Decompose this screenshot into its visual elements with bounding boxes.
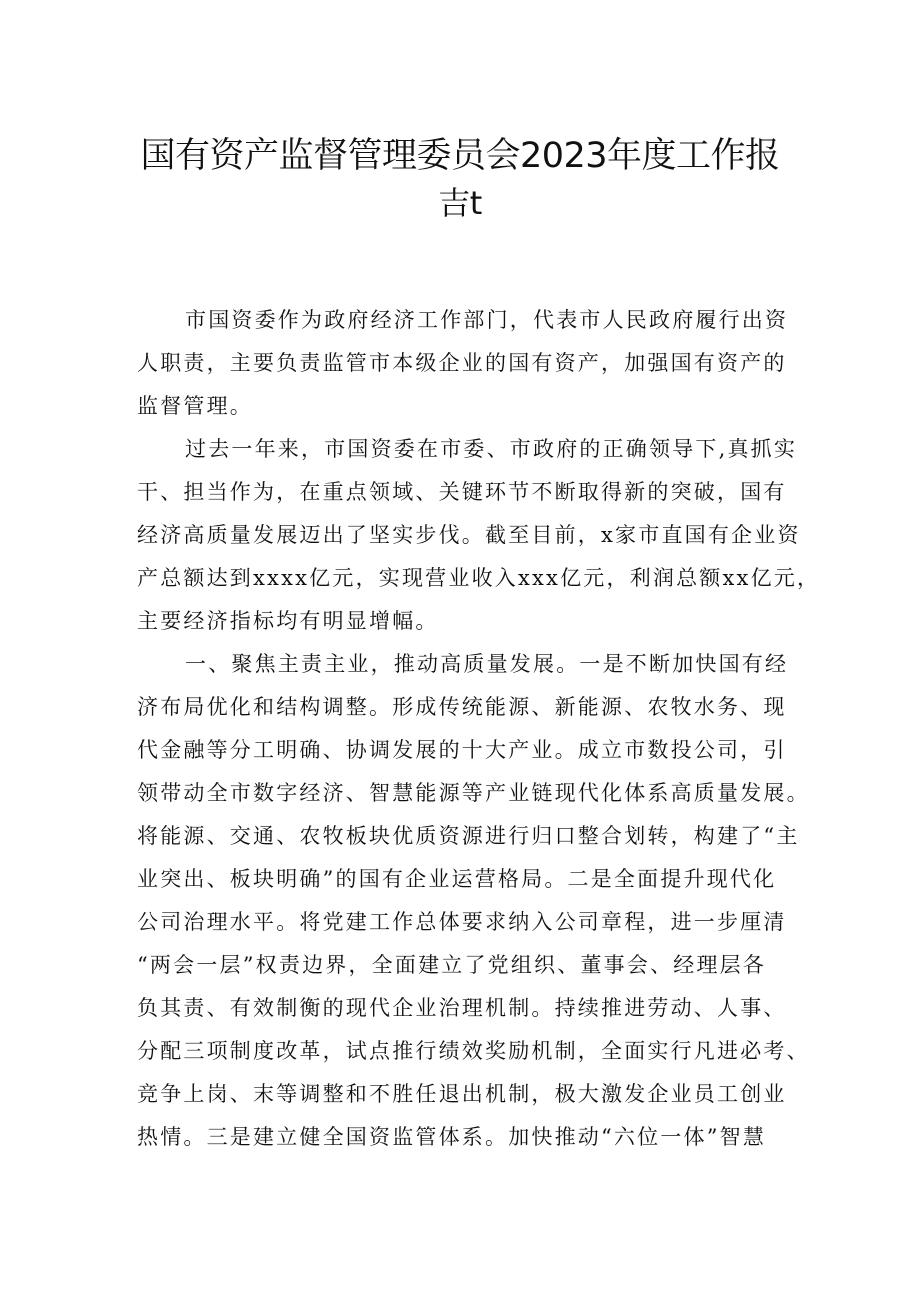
paragraph-line: 经济高质量发展迈出了坚实步伐。截至目前，x家市直国有企业资 <box>137 523 801 547</box>
paragraph-line: 热情。三是建立健全国资监管体系。加快推动“六位一体”智慧 <box>137 1125 767 1149</box>
paragraph-line: 济布局优化和结构调整。形成传统能源、新能源、农牧水务、现 <box>137 695 787 719</box>
paragraph-line: 公司治理水平。将党建工作总体要求纳入公司章程，进一步厘清 <box>137 910 787 934</box>
paragraph-line: 竞争上岗、末等调整和不胜任退出机制，极大激发企业员工创业 <box>137 1082 787 1106</box>
paragraph-line: 主要经济指标均有明显增幅。 <box>137 609 439 633</box>
paragraph-line: 产总额达到xxxx亿元，实现营业收入xxx亿元，利润总额xx亿元， <box>137 566 821 590</box>
paragraph-line: 负其责、有效制衡的现代企业治理机制。持续推进劳动、人事、 <box>137 996 787 1020</box>
paragraph-line: “两会一层”权责边界，全面建立了党组织、董事会、经理层各 <box>137 953 767 977</box>
paragraph-line: 业突出、板块明确”的国有企业运营格局。二是全面提升现代化 <box>137 867 777 891</box>
paragraph-line: 人职责，主要负责监管市本级企业的国有资产，加强国有资产的 <box>137 351 787 375</box>
document-title-line-2: 吉t <box>438 184 482 222</box>
paragraph-line: 过去一年来，市国资委在市委、市政府的正确领导下,真抓实 <box>185 437 798 461</box>
paragraph-line: 代金融等分工明确、协调发展的十大产业。成立市数投公司，引 <box>137 738 787 762</box>
paragraph-line: 分配三项制度改革，试点推行绩效奖励机制，全面实行凡进必考、 <box>137 1039 810 1063</box>
paragraph-line: 干、担当作为，在重点领域、关键环节不断取得新的突破，国有 <box>137 480 787 504</box>
paragraph-line: 一、聚焦主责主业，推动高质量发展。一是不断加快国有经 <box>185 652 789 676</box>
paragraph-line: 领带动全市数字经济、智慧能源等产业链现代化体系高质量发展。 <box>137 781 810 805</box>
paragraph-line: 将能源、交通、农牧板块优质资源进行归口整合划转，构建了“主 <box>137 824 800 848</box>
paragraph-line: 监督管理。 <box>137 394 253 418</box>
paragraph-line: 市国资委作为政府经济工作部门，代表市人民政府履行出资 <box>185 308 789 332</box>
document-title-line-1: 国有资产监督管理委员会2023年度工作报 <box>140 136 780 176</box>
